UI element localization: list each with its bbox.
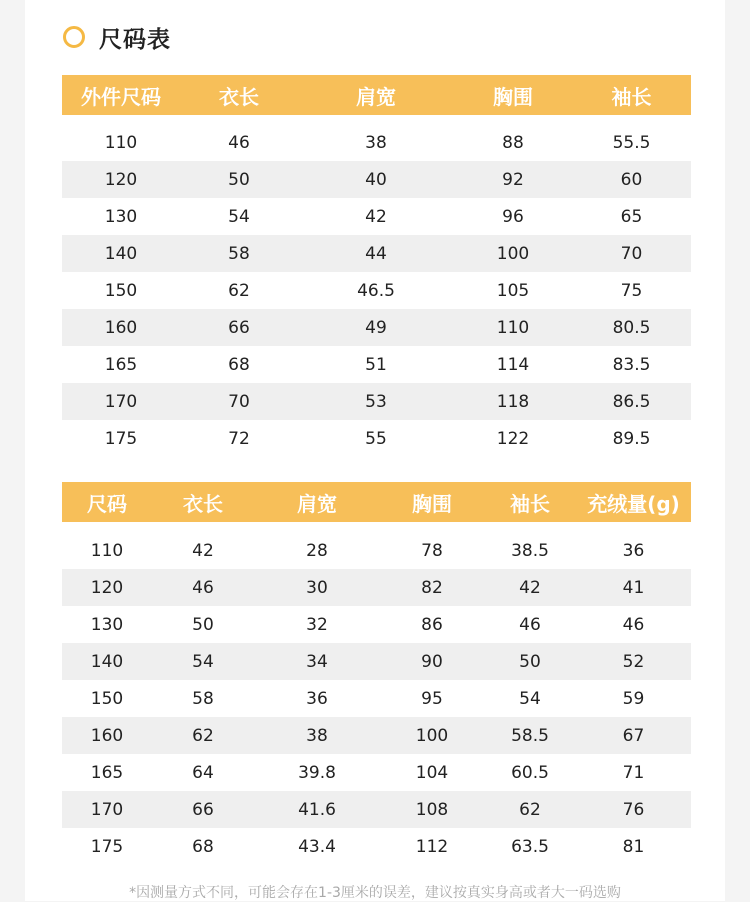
table-row bbox=[62, 606, 691, 643]
table-cell: 34 bbox=[306, 651, 328, 672]
table-cell: 140 bbox=[90, 651, 124, 672]
table-cell: 130 bbox=[104, 206, 138, 227]
table-cell: 68 bbox=[192, 836, 214, 857]
circle-bullet-icon bbox=[63, 26, 85, 48]
table-cell: 108 bbox=[415, 799, 449, 820]
table-row bbox=[62, 680, 691, 717]
table-cell: 86 bbox=[421, 614, 443, 635]
header-cell: 充绒量(g) bbox=[587, 491, 680, 516]
table-cell: 46 bbox=[192, 577, 214, 598]
header-cell: 袖长 bbox=[611, 84, 652, 109]
table-cell: 105 bbox=[496, 280, 530, 301]
header-cell: 外件尺码 bbox=[81, 84, 161, 109]
table-cell: 122 bbox=[496, 428, 530, 449]
table-cell: 175 bbox=[104, 428, 138, 449]
table-cell: 51 bbox=[365, 354, 387, 375]
table-cell: 130 bbox=[90, 614, 124, 635]
table-cell: 52 bbox=[622, 651, 645, 672]
table-cell: 60 bbox=[620, 169, 643, 190]
table-cell: 50 bbox=[192, 614, 214, 635]
table-cell: 42 bbox=[192, 540, 214, 561]
table-cell: 41.6 bbox=[298, 799, 336, 820]
table-cell: 58 bbox=[192, 688, 214, 709]
table-cell: 83.5 bbox=[612, 354, 651, 375]
table-header bbox=[62, 75, 691, 115]
table-cell: 39.8 bbox=[298, 762, 336, 783]
size-chart-card bbox=[25, 0, 725, 901]
table-cell: 62 bbox=[192, 725, 214, 746]
table-cell: 90 bbox=[421, 651, 443, 672]
table-cell: 78 bbox=[421, 540, 443, 561]
table-cell: 89.5 bbox=[612, 428, 651, 449]
down-size-table bbox=[62, 482, 691, 865]
table-cell: 170 bbox=[104, 391, 138, 412]
table-cell: 70 bbox=[620, 243, 643, 264]
table-cell: 41 bbox=[622, 577, 645, 598]
table-cell: 95 bbox=[421, 688, 443, 709]
table-row bbox=[62, 791, 691, 828]
table-cell: 72 bbox=[228, 428, 250, 449]
table-cell: 43.4 bbox=[298, 836, 336, 857]
table-cell: 58.5 bbox=[511, 725, 549, 746]
table-cell: 165 bbox=[104, 354, 138, 375]
header-cell: 胸围 bbox=[412, 491, 452, 516]
table-cell: 59 bbox=[622, 688, 645, 709]
table-cell: 81 bbox=[622, 836, 645, 857]
table-cell: 32 bbox=[306, 614, 328, 635]
table-cell: 76 bbox=[622, 799, 645, 820]
table-cell: 160 bbox=[104, 317, 138, 338]
table-cell: 63.5 bbox=[511, 836, 549, 857]
table-cell: 175 bbox=[90, 836, 124, 857]
section-header bbox=[63, 20, 171, 54]
header-cell: 肩宽 bbox=[297, 491, 337, 516]
table-row bbox=[62, 754, 691, 791]
table-row bbox=[62, 124, 691, 161]
table-cell: 38 bbox=[365, 132, 387, 153]
table-cell: 68 bbox=[228, 354, 250, 375]
header-cell: 胸围 bbox=[493, 84, 533, 109]
table-cell: 110 bbox=[90, 540, 124, 561]
table-row bbox=[62, 643, 691, 680]
table-cell: 96 bbox=[502, 206, 524, 227]
table-cell: 38.5 bbox=[511, 540, 549, 561]
table-cell: 28 bbox=[306, 540, 328, 561]
header-cell: 衣长 bbox=[183, 491, 223, 516]
table-cell: 100 bbox=[496, 243, 530, 264]
table-header bbox=[62, 482, 691, 522]
table-body bbox=[62, 532, 691, 865]
table-cell: 120 bbox=[104, 169, 138, 190]
table-cell: 53 bbox=[365, 391, 387, 412]
table-cell: 80.5 bbox=[612, 317, 651, 338]
table-row bbox=[62, 272, 691, 309]
table-cell: 46 bbox=[622, 614, 645, 635]
table-cell: 65 bbox=[620, 206, 643, 227]
table-row bbox=[62, 717, 691, 754]
table-cell: 92 bbox=[502, 169, 524, 190]
page-title: 尺码表 bbox=[99, 26, 171, 53]
table-cell: 114 bbox=[496, 354, 530, 375]
table-cell: 88 bbox=[502, 132, 524, 153]
table-cell: 55 bbox=[365, 428, 387, 449]
table-cell: 62 bbox=[519, 799, 541, 820]
table-cell: 86.5 bbox=[612, 391, 651, 412]
header-cell: 肩宽 bbox=[356, 84, 396, 109]
table-cell: 165 bbox=[90, 762, 124, 783]
table-cell: 49 bbox=[365, 317, 387, 338]
table-cell: 82 bbox=[421, 577, 443, 598]
table-cell: 30 bbox=[306, 577, 328, 598]
table-cell: 66 bbox=[228, 317, 250, 338]
table-row bbox=[62, 532, 691, 569]
table-row bbox=[62, 235, 691, 272]
table-row bbox=[62, 383, 691, 420]
table-row bbox=[62, 161, 691, 198]
table-row bbox=[62, 569, 691, 606]
table-cell: 58 bbox=[228, 243, 250, 264]
table-cell: 54 bbox=[228, 206, 250, 227]
table-cell: 150 bbox=[90, 688, 124, 709]
table-cell: 42 bbox=[519, 577, 541, 598]
table-cell: 64 bbox=[192, 762, 214, 783]
table-cell: 100 bbox=[415, 725, 449, 746]
table-cell: 46 bbox=[228, 132, 250, 153]
header-cell: 尺码 bbox=[87, 491, 127, 516]
table-cell: 75 bbox=[620, 280, 643, 301]
table-cell: 36 bbox=[306, 688, 328, 709]
table-cell: 67 bbox=[622, 725, 645, 746]
table-cell: 118 bbox=[496, 391, 530, 412]
table-row bbox=[62, 346, 691, 383]
table-cell: 36 bbox=[622, 540, 645, 561]
table-cell: 110 bbox=[496, 317, 530, 338]
header-cell: 袖长 bbox=[510, 491, 550, 516]
header-cell: 衣长 bbox=[219, 84, 259, 109]
table-cell: 140 bbox=[104, 243, 138, 264]
table-cell: 170 bbox=[90, 799, 124, 820]
table-cell: 46 bbox=[519, 614, 541, 635]
table-cell: 70 bbox=[228, 391, 250, 412]
table-row bbox=[62, 420, 691, 457]
outerwear-size-table bbox=[62, 75, 691, 457]
table-cell: 150 bbox=[104, 280, 138, 301]
measurement-note: *因测量方式不同，可能会存在1-3厘米的误差，建议按真实身高或者大一码选购 bbox=[129, 885, 621, 901]
table-cell: 71 bbox=[622, 762, 645, 783]
table-cell: 160 bbox=[90, 725, 124, 746]
table-cell: 110 bbox=[104, 132, 138, 153]
table-cell: 46.5 bbox=[357, 280, 395, 301]
table-cell: 112 bbox=[415, 836, 449, 857]
table-cell: 55.5 bbox=[612, 132, 651, 153]
table-row bbox=[62, 828, 691, 865]
table-cell: 38 bbox=[306, 725, 328, 746]
table-cell: 104 bbox=[415, 762, 449, 783]
table-cell: 50 bbox=[519, 651, 541, 672]
table-cell: 44 bbox=[365, 243, 387, 264]
table-cell: 40 bbox=[365, 169, 387, 190]
table-cell: 54 bbox=[519, 688, 541, 709]
table-cell: 60.5 bbox=[511, 762, 549, 783]
table-cell: 42 bbox=[365, 206, 387, 227]
table-cell: 66 bbox=[192, 799, 214, 820]
table-cell: 54 bbox=[192, 651, 214, 672]
table-cell: 120 bbox=[90, 577, 124, 598]
table-body bbox=[62, 124, 691, 457]
table-row bbox=[62, 309, 691, 346]
table-cell: 50 bbox=[228, 169, 250, 190]
table-cell: 62 bbox=[228, 280, 250, 301]
table-row bbox=[62, 198, 691, 235]
